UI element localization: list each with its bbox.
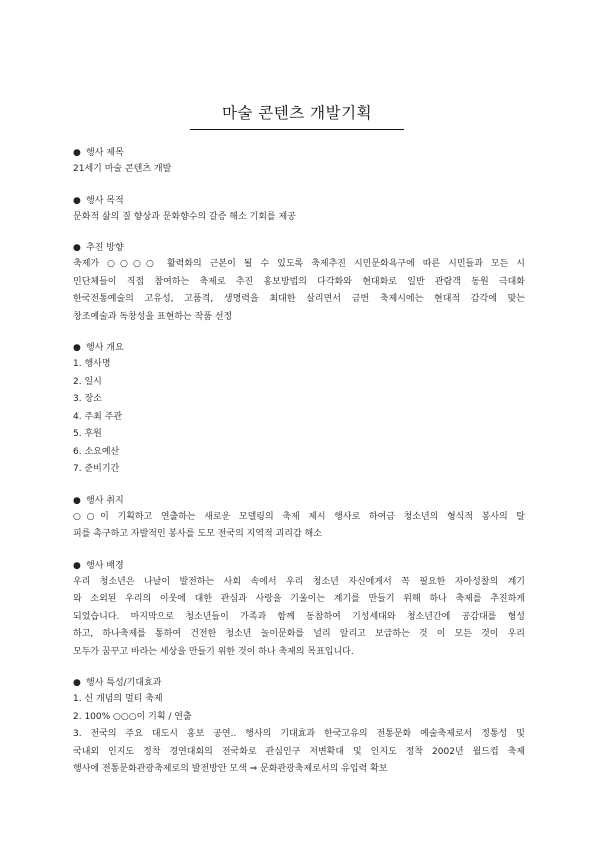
list-item: 3. 전국의 주요 대도시 홍보 공연.. 행사의 기대효과 한국고유의 전통문화 예술축제로서 정통성 및 [73,729,525,739]
bullet-icon: ● [73,560,81,571]
list-item: 2. 100% ○○○이 기획 / 연출 [73,711,192,722]
section-intent [73,494,525,544]
section-line: 문화적 삶의 질 향상과 문화향수의 갈증 해소 기회를 제공 [73,211,296,222]
section-line: 모두가 꿈꾸고 바라는 세상을 만들기 위한 것이 하나 축제의 목표입니다. [73,646,354,657]
section-overview [73,341,525,479]
bullet-icon: ● [73,148,81,158]
section-heading-text: 행사 취지 [86,495,124,506]
list-item: 3. 장소 [73,394,102,404]
section-features-effects [73,676,525,779]
section-heading [73,559,525,574]
section-heading-text: 추진 방향 [86,243,124,253]
section-heading [73,341,525,356]
section-direction [73,241,525,326]
section-heading [73,241,525,256]
section-line: 행사에 전통문화관광축제로의 발전방안 모색 ⇒ 문화관광축제로서의 유입력 확보 [73,764,388,774]
section-background [73,559,525,662]
bullet-icon: ● [73,495,81,506]
section-line: 창조예술과 독창성을 표현하는 작품 선정 [73,311,233,322]
section-line: 21세기 마술 콘텐츠 개발 [73,164,172,174]
section-heading [73,676,525,691]
section-heading [73,194,525,209]
list-item: 1. 신 개념의 멀티 축제 [73,694,163,704]
section-line: 국내외 인지도 정착 경연대회의 전국화로 관심인구 저변확대 및 인지도 정착 2002년 월드컵 축제 [73,746,525,757]
list-item: 1. 행사명 [73,359,111,369]
section-line: 한국전통예술의 고유성, 고품격, 생명력을 최대한 살리면서 금번 축제시에는 현대적 감각에 맞는 [73,294,525,304]
section-line: ○○이 기획하고 연출하는 새로운 모델링의 축제 제시 행사로 하여금 청소년의 형식적 봉사의 탈 [73,511,525,522]
list-item: 7. 준비기간 [73,464,120,474]
section-line: 피를 촉구하고 자발적인 봉사를 도모 전국의 지역적 괴리감 해소 [73,529,322,539]
section-line: 되었습니다. 마지막으로 청소년들이 가족과 함께 동참하여 기성세대와 청소년간에 공감대를 형성 [73,611,525,622]
section-line: 하고, 하나축제를 통하여 건전한 청소년 놀이문화를 널리 알리고 보급하는 것 이 모든 것이 우리 [73,629,525,639]
section-event-title [73,146,525,179]
document-title: 마술 콘텐츠 개발기획 [190,101,404,130]
document-body [73,146,525,794]
list-item: 2. 일시 [73,376,102,387]
section-line: 축제가 ○○○○ 활력화의 근본이 될 수 있도록 축제추진 시민문화욕구에 따른 시민들과 모든 시 [73,259,525,269]
section-heading [73,146,525,161]
section-line: 와 소외된 우리의 이웃에 대한 관심과 사랑을 기울이는 계기를 만들기 위해 하나 축제를 추진하게 [73,594,525,604]
section-heading-text: 행사 특성/기대효과 [86,678,162,688]
list-item: 5. 후원 [73,429,102,439]
list-item: 6. 소요예산 [73,446,120,457]
bullet-icon: ● [73,343,81,353]
bullet-icon: ● [73,195,81,206]
section-heading-text: 행사 개요 [86,343,124,353]
section-heading [73,494,525,509]
bullet-icon: ● [73,678,81,688]
section-heading-text: 행사 배경 [86,560,124,571]
section-line: 우리 청소년은 나날이 발전하는 사회 속에서 우리 청소년 자신에게서 꼭 필요한 자아성찰의 계기 [73,576,525,587]
section-heading-text: 행사 제목 [86,148,124,158]
bullet-icon: ● [73,243,81,253]
section-line: 민단체들이 직접 참여하는 축제로 추진 홍보방법의 다각화와 현대화로 일반 관람객 동원 극대화 [73,276,525,287]
section-heading-text: 행사 목적 [86,195,124,206]
list-item: 4. 주최 주관 [73,411,123,422]
section-event-purpose [73,194,525,227]
